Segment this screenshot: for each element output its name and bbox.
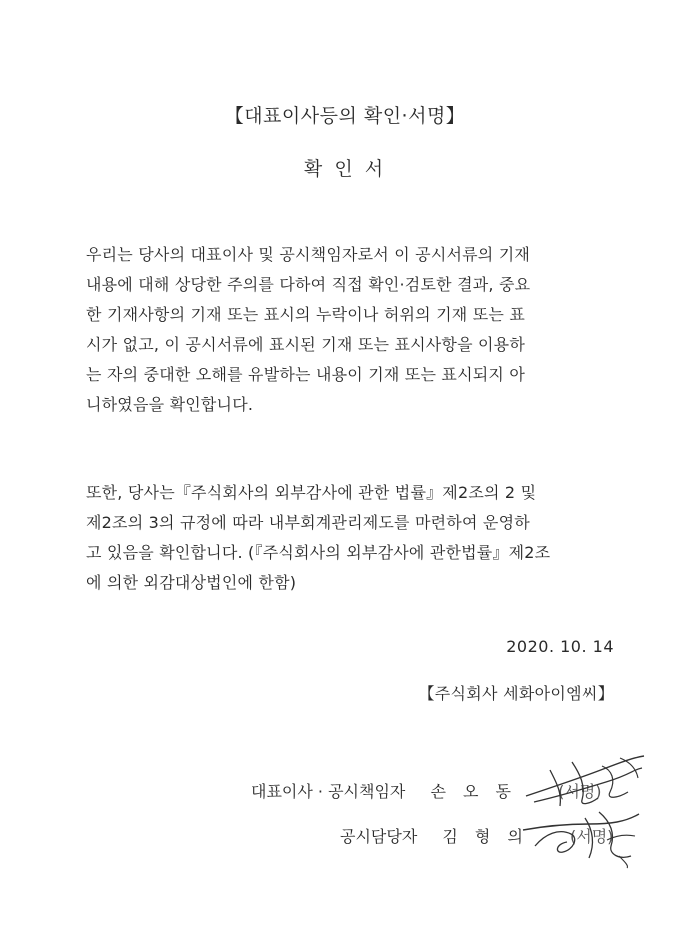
confirmation-paragraph xyxy=(86,240,616,420)
paragraph-line: 고 있음을 확인합니다. (『주식회사의 외부감사에 관한법률』제2조 xyxy=(86,543,551,562)
signatory-row-officer xyxy=(340,824,613,847)
paragraph-line: 는 자의 중대한 오해를 유발하는 내용이 기재 또는 표시되지 아 xyxy=(86,365,525,384)
signatory-role: 대표이사 · 공시책임자 xyxy=(251,782,406,801)
signature-mark: (서명) xyxy=(570,827,614,846)
paragraph-line: 우리는 당사의 대표이사 및 공시책임자로서 이 공시서류의 기재 xyxy=(86,245,531,264)
document-date: 2020. 10. 14 xyxy=(506,637,614,656)
signature-mark: (서명) xyxy=(558,782,602,801)
paragraph-line: 한 기재사항의 기재 또는 표시의 누락이나 허위의 기재 또는 표 xyxy=(86,305,525,324)
company-name: 【주식회사 세화아이엠씨】 xyxy=(418,684,614,703)
section-title: 【대표이사등의 확인·서명】 xyxy=(224,105,466,127)
paragraph-line: 또한, 당사는『주식회사의 외부감사에 관한 법률』제2조의 2 및 xyxy=(86,483,537,502)
paragraph-line: 에 의한 외감대상법인에 한함) xyxy=(86,573,297,592)
signatory-role: 공시담당자 xyxy=(340,827,418,846)
internal-control-paragraph xyxy=(86,478,616,598)
signatory-name: 손 오 동 xyxy=(430,782,518,801)
paragraph-line: 내용에 대해 상당한 주의를 다하여 직접 확인·검토한 결과, 중요 xyxy=(86,275,531,294)
paragraph-line: 제2조의 3의 규정에 따라 내부회계관리제도를 마련하여 운영하 xyxy=(86,513,530,532)
paragraph-line: 시가 없고, 이 공시서류에 표시된 기재 또는 표시사항을 이용하 xyxy=(86,335,525,354)
paragraph-line: 니하였음을 확인합니다. xyxy=(86,395,254,414)
signatory-name: 김 형 의 xyxy=(442,827,529,846)
signatory-row-ceo xyxy=(251,779,602,802)
document-subtitle: 확 인 서 xyxy=(303,158,387,180)
